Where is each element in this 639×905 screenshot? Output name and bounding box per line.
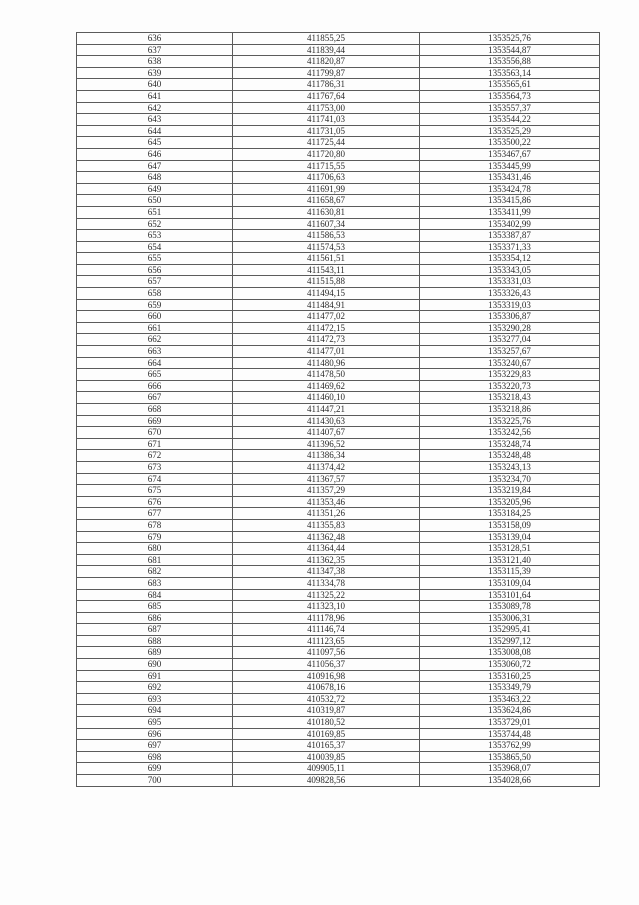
table-row [77,357,600,369]
y-coordinate-cell: 1353402,99 [420,218,600,230]
table-row [77,264,600,276]
y-coordinate-cell: 1353326,43 [420,288,600,300]
y-coordinate-cell: 1353234,70 [420,473,600,485]
x-coordinate-cell: 411367,57 [233,473,420,485]
y-coordinate-cell: 1353089,78 [420,601,600,613]
table-row [77,438,600,450]
table-row [77,230,600,242]
table-row [77,334,600,346]
point-number-cell: 696 [77,728,233,740]
x-coordinate-cell: 411494,15 [233,288,420,300]
point-number-cell: 675 [77,485,233,497]
x-coordinate-cell: 411146,74 [233,624,420,636]
y-coordinate-cell: 1353729,01 [420,717,600,729]
table-row [77,751,600,763]
y-coordinate-cell: 1353006,31 [420,612,600,624]
point-number-cell: 679 [77,531,233,543]
point-number-cell: 690 [77,659,233,671]
table-row [77,125,600,137]
y-coordinate-cell: 1353865,50 [420,751,600,763]
x-coordinate-cell: 409905,11 [233,763,420,775]
point-number-cell: 670 [77,427,233,439]
table-row [77,392,600,404]
x-coordinate-cell: 411574,53 [233,241,420,253]
table-row [77,415,600,427]
table-row [77,717,600,729]
x-coordinate-cell: 411720,80 [233,148,420,160]
point-number-cell: 695 [77,717,233,729]
table-row [77,67,600,79]
coordinates-table [76,32,600,787]
y-coordinate-cell: 1353525,76 [420,33,600,45]
point-number-cell: 663 [77,346,233,358]
table-row [77,137,600,149]
x-coordinate-cell: 411658,67 [233,195,420,207]
y-coordinate-cell: 1353525,29 [420,125,600,137]
point-number-cell: 640 [77,79,233,91]
y-coordinate-cell: 1353387,87 [420,230,600,242]
y-coordinate-cell: 1353415,86 [420,195,600,207]
x-coordinate-cell: 411123,65 [233,635,420,647]
point-number-cell: 662 [77,334,233,346]
y-coordinate-cell: 1353128,51 [420,543,600,555]
point-number-cell: 694 [77,705,233,717]
table-row [77,473,600,485]
x-coordinate-cell: 411178,96 [233,612,420,624]
table-row [77,543,600,555]
y-coordinate-cell: 1353463,22 [420,693,600,705]
table-row [77,659,600,671]
x-coordinate-cell: 411472,73 [233,334,420,346]
x-coordinate-cell: 410319,87 [233,705,420,717]
x-coordinate-cell: 410916,98 [233,670,420,682]
point-number-cell: 651 [77,206,233,218]
point-number-cell: 698 [77,751,233,763]
table-row [77,79,600,91]
table-row [77,612,600,624]
x-coordinate-cell: 411786,31 [233,79,420,91]
x-coordinate-cell: 411561,51 [233,253,420,265]
y-coordinate-cell: 1353624,86 [420,705,600,717]
y-coordinate-cell: 1353354,12 [420,253,600,265]
table-row [77,206,600,218]
table-row [77,160,600,172]
table-row [77,566,600,578]
x-coordinate-cell: 411325,22 [233,589,420,601]
x-coordinate-cell: 411839,44 [233,44,420,56]
table-row [77,763,600,775]
table-row [77,508,600,520]
table-row [77,496,600,508]
point-number-cell: 654 [77,241,233,253]
point-number-cell: 699 [77,763,233,775]
y-coordinate-cell: 1353290,28 [420,322,600,334]
point-number-cell: 664 [77,357,233,369]
table-row [77,728,600,740]
y-coordinate-cell: 1353218,86 [420,404,600,416]
y-coordinate-cell: 1353306,87 [420,311,600,323]
x-coordinate-cell: 410678,16 [233,682,420,694]
table-row [77,693,600,705]
x-coordinate-cell: 411741,03 [233,114,420,126]
x-coordinate-cell: 411477,01 [233,346,420,358]
x-coordinate-cell: 411767,64 [233,90,420,102]
point-number-cell: 668 [77,404,233,416]
x-coordinate-cell: 411484,91 [233,299,420,311]
x-coordinate-cell: 411725,44 [233,137,420,149]
point-number-cell: 644 [77,125,233,137]
x-coordinate-cell: 410169,85 [233,728,420,740]
y-coordinate-cell: 1353220,73 [420,380,600,392]
table-row [77,635,600,647]
table-row [77,647,600,659]
point-number-cell: 687 [77,624,233,636]
y-coordinate-cell: 1353248,48 [420,450,600,462]
table-row [77,740,600,752]
y-coordinate-cell: 1353556,88 [420,56,600,68]
point-number-cell: 674 [77,473,233,485]
table-row [77,276,600,288]
point-number-cell: 643 [77,114,233,126]
x-coordinate-cell: 411430,63 [233,415,420,427]
table-row [77,624,600,636]
y-coordinate-cell: 1353218,43 [420,392,600,404]
table-row [77,427,600,439]
point-number-cell: 691 [77,670,233,682]
x-coordinate-cell: 411364,44 [233,543,420,555]
x-coordinate-cell: 411351,26 [233,508,420,520]
point-number-cell: 672 [77,450,233,462]
y-coordinate-cell: 1353544,22 [420,114,600,126]
point-number-cell: 638 [77,56,233,68]
y-coordinate-cell: 1353445,99 [420,160,600,172]
point-number-cell: 661 [77,322,233,334]
x-coordinate-cell: 411396,52 [233,438,420,450]
point-number-cell: 657 [77,276,233,288]
x-coordinate-cell: 411056,37 [233,659,420,671]
x-coordinate-cell: 411334,78 [233,577,420,589]
point-number-cell: 693 [77,693,233,705]
point-number-cell: 692 [77,682,233,694]
y-coordinate-cell: 1353349,79 [420,682,600,694]
y-coordinate-cell: 1353121,40 [420,554,600,566]
table-row [77,775,600,787]
y-coordinate-cell: 1353371,33 [420,241,600,253]
x-coordinate-cell: 411472,15 [233,322,420,334]
point-number-cell: 659 [77,299,233,311]
point-number-cell: 686 [77,612,233,624]
y-coordinate-cell: 1353319,03 [420,299,600,311]
point-number-cell: 639 [77,67,233,79]
y-coordinate-cell: 1352997,12 [420,635,600,647]
table-row [77,485,600,497]
x-coordinate-cell: 411460,10 [233,392,420,404]
x-coordinate-cell: 411323,10 [233,601,420,613]
point-number-cell: 636 [77,33,233,45]
y-coordinate-cell: 1353968,07 [420,763,600,775]
table-row [77,44,600,56]
x-coordinate-cell: 411374,42 [233,461,420,473]
table-row [77,218,600,230]
table-row [77,102,600,114]
point-number-cell: 658 [77,288,233,300]
y-coordinate-cell: 1353331,03 [420,276,600,288]
x-coordinate-cell: 411478,50 [233,369,420,381]
y-coordinate-cell: 1354028,66 [420,775,600,787]
table-row [77,241,600,253]
point-number-cell: 653 [77,230,233,242]
x-coordinate-cell: 411731,05 [233,125,420,137]
x-coordinate-cell: 411753,00 [233,102,420,114]
y-coordinate-cell: 1353243,13 [420,461,600,473]
x-coordinate-cell: 411362,35 [233,554,420,566]
point-number-cell: 647 [77,160,233,172]
table-row [77,531,600,543]
point-number-cell: 680 [77,543,233,555]
point-number-cell: 684 [77,589,233,601]
y-coordinate-cell: 1353101,64 [420,589,600,601]
point-number-cell: 682 [77,566,233,578]
y-coordinate-cell: 1353008,08 [420,647,600,659]
y-coordinate-cell: 1353431,46 [420,172,600,184]
point-number-cell: 645 [77,137,233,149]
table-row [77,601,600,613]
x-coordinate-cell: 411715,55 [233,160,420,172]
table-row [77,705,600,717]
x-coordinate-cell: 411799,87 [233,67,420,79]
table-row [77,299,600,311]
point-number-cell: 660 [77,311,233,323]
table-row [77,148,600,160]
point-number-cell: 666 [77,380,233,392]
point-number-cell: 637 [77,44,233,56]
point-number-cell: 667 [77,392,233,404]
y-coordinate-cell: 1353544,87 [420,44,600,56]
y-coordinate-cell: 1353139,04 [420,531,600,543]
y-coordinate-cell: 1353225,76 [420,415,600,427]
y-coordinate-cell: 1352995,41 [420,624,600,636]
point-number-cell: 671 [77,438,233,450]
coordinates-table-body [77,33,600,787]
point-number-cell: 669 [77,415,233,427]
y-coordinate-cell: 1353565,61 [420,79,600,91]
x-coordinate-cell: 411630,81 [233,206,420,218]
y-coordinate-cell: 1353248,74 [420,438,600,450]
table-row [77,682,600,694]
table-row [77,90,600,102]
point-number-cell: 685 [77,601,233,613]
y-coordinate-cell: 1353564,73 [420,90,600,102]
y-coordinate-cell: 1353115,39 [420,566,600,578]
y-coordinate-cell: 1353240,67 [420,357,600,369]
table-row [77,172,600,184]
point-number-cell: 673 [77,461,233,473]
point-number-cell: 676 [77,496,233,508]
point-number-cell: 646 [77,148,233,160]
y-coordinate-cell: 1353184,25 [420,508,600,520]
y-coordinate-cell: 1353219,84 [420,485,600,497]
x-coordinate-cell: 411706,63 [233,172,420,184]
x-coordinate-cell: 410532,72 [233,693,420,705]
point-number-cell: 641 [77,90,233,102]
table-row [77,589,600,601]
y-coordinate-cell: 1353744,48 [420,728,600,740]
y-coordinate-cell: 1353229,83 [420,369,600,381]
y-coordinate-cell: 1353158,09 [420,519,600,531]
x-coordinate-cell: 409828,56 [233,775,420,787]
table-row [77,346,600,358]
y-coordinate-cell: 1353257,67 [420,346,600,358]
y-coordinate-cell: 1353109,04 [420,577,600,589]
y-coordinate-cell: 1353277,04 [420,334,600,346]
x-coordinate-cell: 411347,38 [233,566,420,578]
point-number-cell: 677 [77,508,233,520]
table-row [77,114,600,126]
x-coordinate-cell: 411353,46 [233,496,420,508]
y-coordinate-cell: 1353060,72 [420,659,600,671]
x-coordinate-cell: 410180,52 [233,717,420,729]
x-coordinate-cell: 411480,96 [233,357,420,369]
x-coordinate-cell: 411543,11 [233,264,420,276]
table-row [77,450,600,462]
x-coordinate-cell: 411357,29 [233,485,420,497]
point-number-cell: 683 [77,577,233,589]
table-row [77,577,600,589]
point-number-cell: 642 [77,102,233,114]
table-row [77,519,600,531]
table-row [77,183,600,195]
table-row [77,554,600,566]
y-coordinate-cell: 1353242,56 [420,427,600,439]
point-number-cell: 665 [77,369,233,381]
x-coordinate-cell: 410165,37 [233,740,420,752]
x-coordinate-cell: 411855,25 [233,33,420,45]
x-coordinate-cell: 411515,88 [233,276,420,288]
x-coordinate-cell: 411407,67 [233,427,420,439]
point-number-cell: 652 [77,218,233,230]
point-number-cell: 689 [77,647,233,659]
x-coordinate-cell: 411820,87 [233,56,420,68]
point-number-cell: 678 [77,519,233,531]
point-number-cell: 681 [77,554,233,566]
y-coordinate-cell: 1353424,78 [420,183,600,195]
point-number-cell: 700 [77,775,233,787]
x-coordinate-cell: 411469,62 [233,380,420,392]
x-coordinate-cell: 411097,56 [233,647,420,659]
x-coordinate-cell: 411586,53 [233,230,420,242]
y-coordinate-cell: 1353467,67 [420,148,600,160]
y-coordinate-cell: 1353411,99 [420,206,600,218]
y-coordinate-cell: 1353205,96 [420,496,600,508]
point-number-cell: 650 [77,195,233,207]
x-coordinate-cell: 410039,85 [233,751,420,763]
table-row [77,288,600,300]
x-coordinate-cell: 411355,83 [233,519,420,531]
table-row [77,253,600,265]
x-coordinate-cell: 411362,48 [233,531,420,543]
table-row [77,404,600,416]
table-row [77,322,600,334]
point-number-cell: 688 [77,635,233,647]
table-row [77,380,600,392]
point-number-cell: 648 [77,172,233,184]
y-coordinate-cell: 1353563,14 [420,67,600,79]
x-coordinate-cell: 411607,34 [233,218,420,230]
table-row [77,670,600,682]
y-coordinate-cell: 1353500,22 [420,137,600,149]
x-coordinate-cell: 411691,99 [233,183,420,195]
point-number-cell: 656 [77,264,233,276]
table-row [77,311,600,323]
table-row [77,33,600,45]
y-coordinate-cell: 1353160,25 [420,670,600,682]
x-coordinate-cell: 411477,02 [233,311,420,323]
y-coordinate-cell: 1353343,05 [420,264,600,276]
table-row [77,369,600,381]
table-row [77,461,600,473]
x-coordinate-cell: 411447,21 [233,404,420,416]
point-number-cell: 649 [77,183,233,195]
point-number-cell: 655 [77,253,233,265]
table-row [77,56,600,68]
table-row [77,195,600,207]
x-coordinate-cell: 411386,34 [233,450,420,462]
point-number-cell: 697 [77,740,233,752]
y-coordinate-cell: 1353557,37 [420,102,600,114]
y-coordinate-cell: 1353762,99 [420,740,600,752]
